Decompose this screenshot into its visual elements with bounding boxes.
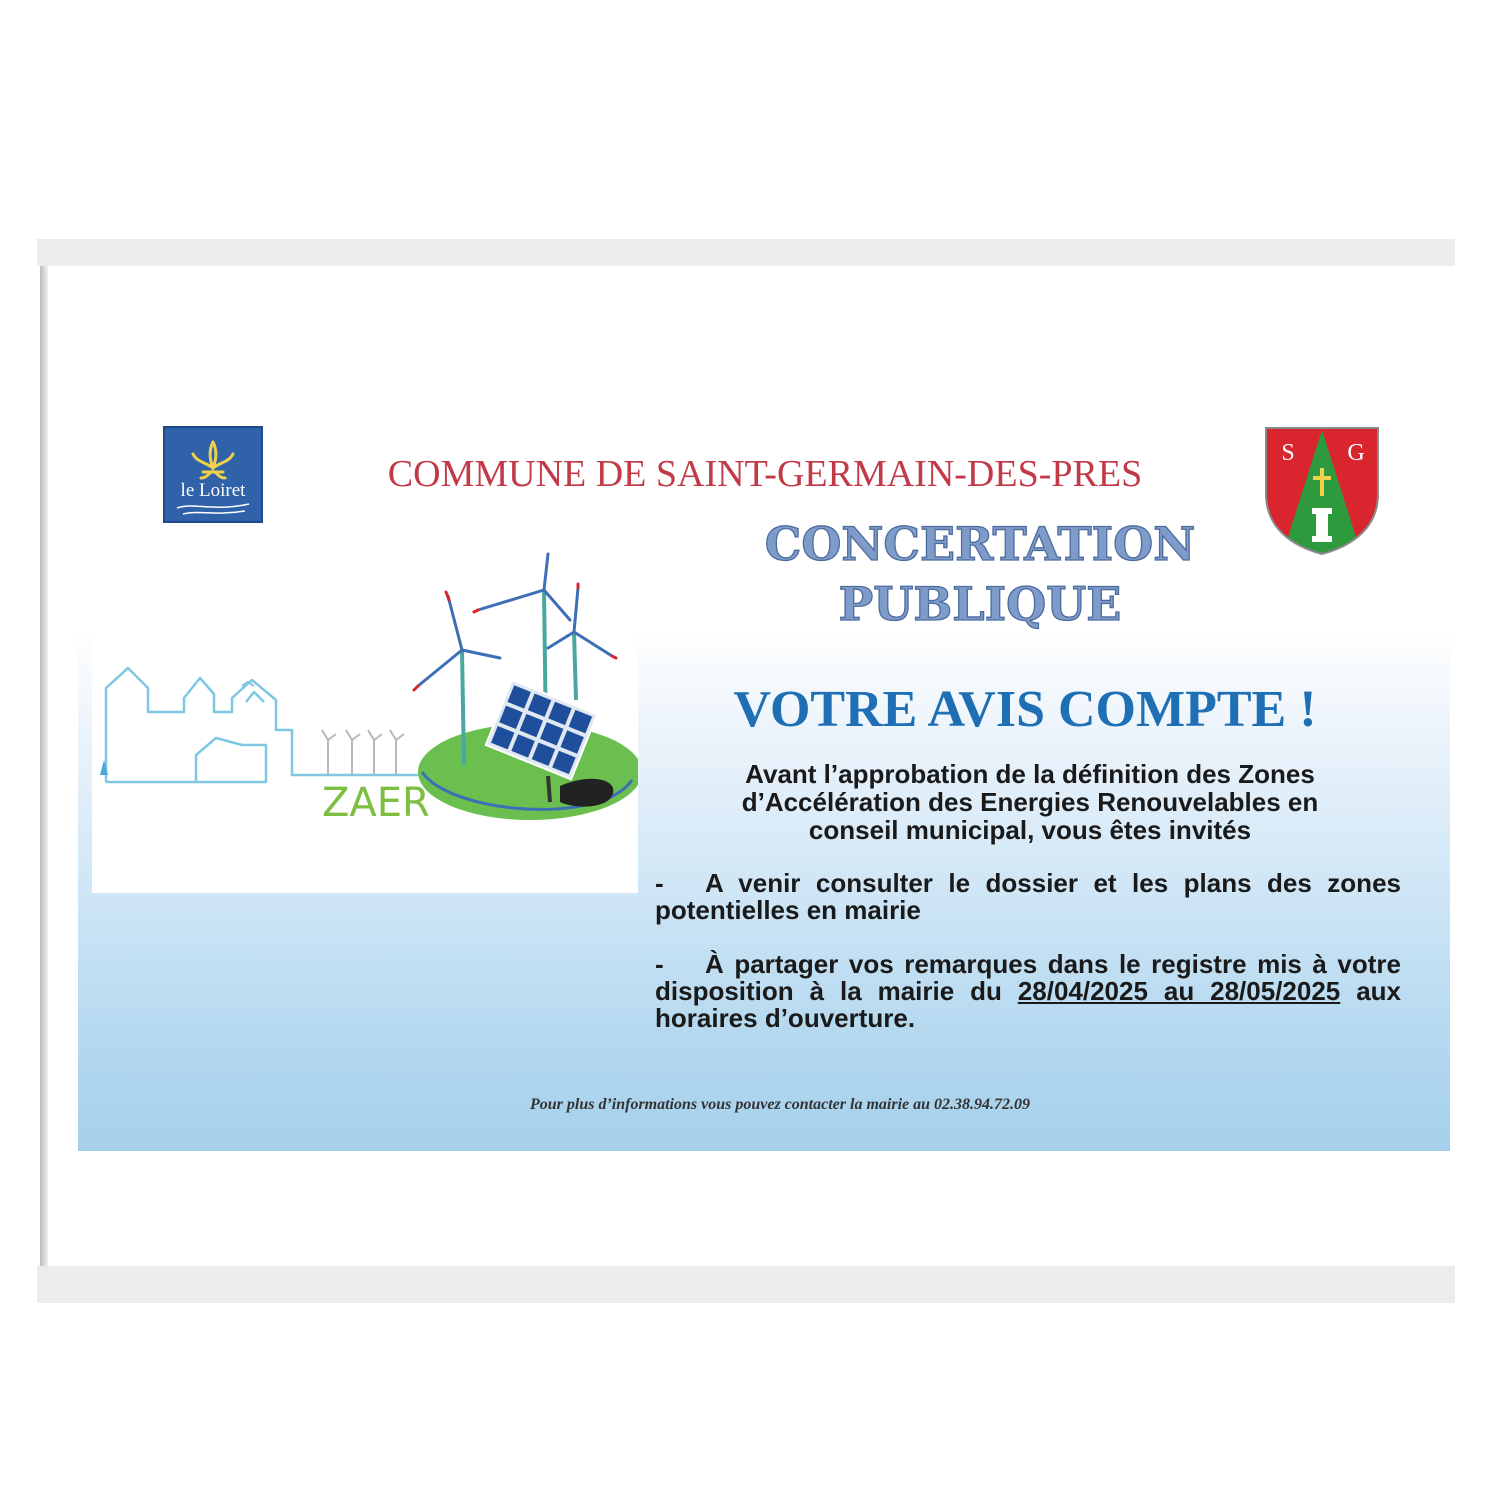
contact-footer: Pour plus d’informations vous pouvez contacter la mairie au 02.38.94.72.09 (529, 1096, 1031, 1113)
zaer-label: ZAER (322, 780, 430, 826)
concertation-title (700, 514, 1260, 634)
bullet-marker: - (655, 949, 664, 979)
bullet-share-suffix: aux horaires d’ouverture. (655, 976, 1402, 1033)
scan-border-top (37, 239, 1455, 266)
bullet-share (655, 951, 1401, 1032)
bullet-consult (655, 870, 1401, 924)
concertation-line-1: CONCERTATION (764, 517, 1196, 571)
commune-title: COMMUNE DE SAINT-GERMAIN-DES-PRES (387, 453, 1143, 495)
concertation-line-2: PUBLIQUE (838, 577, 1122, 631)
fleur-de-lis-icon (165, 428, 261, 521)
intro-line-3: conseil municipal, vous êtes invités (808, 815, 1252, 845)
zaer-illustration (92, 540, 638, 893)
intro-line-2: d’Accélération des Energies Renouvelables en (741, 787, 1319, 817)
loiret-logo-text: le Loiret (180, 480, 246, 501)
scan-border-left (40, 266, 48, 1266)
bullet-marker: - (655, 868, 664, 898)
coat-letter-s: S (1281, 440, 1295, 466)
scan-border-bottom (37, 1266, 1455, 1303)
zaer-illustration-graphic (92, 540, 638, 893)
intro-line-1: Avant l’approbation de la définition des Zones (745, 759, 1315, 789)
coat-of-arms-icon (1262, 424, 1382, 556)
intro-paragraph (650, 760, 1410, 844)
date-range: 28/04/2025 au 28/05/2025 (1017, 976, 1341, 1006)
headline: VOTRE AVIS COMPTE ! (733, 681, 1317, 738)
bullet-consult-text: A venir consulter le dossier et les plans des zones potentielles en mairie (655, 868, 1401, 925)
coat-letter-g: G (1347, 440, 1365, 466)
loiret-logo (163, 426, 263, 523)
bullet-share-text: À partager vos remarques dans le registre mis à votre disposition à la mairie du (655, 949, 1401, 1006)
